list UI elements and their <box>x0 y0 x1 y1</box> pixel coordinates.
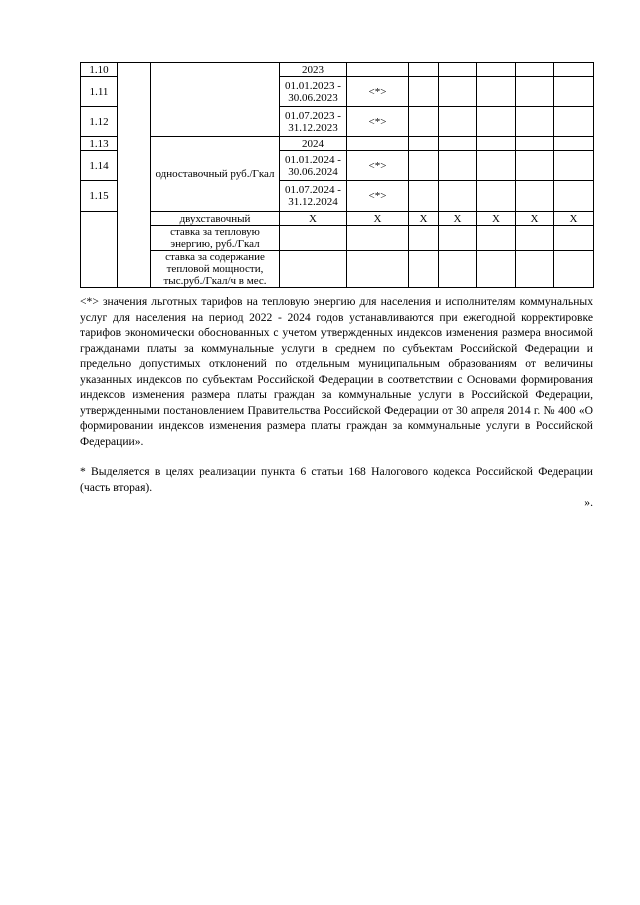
value-cell <box>409 107 439 137</box>
energy-rate-label: ставка за тепловую энергию, руб./Гкал <box>151 226 280 251</box>
blank-cell <box>81 212 118 288</box>
x-mark: X <box>516 212 554 226</box>
one-part-rate-label: одноставочный руб./Гкал <box>151 137 280 212</box>
row-number: 1.15 <box>81 181 118 212</box>
period-cell: 01.01.2024 - 30.06.2024 <box>280 151 347 181</box>
value-cell <box>409 63 439 77</box>
value-cell <box>554 226 594 251</box>
value-cell <box>280 251 347 288</box>
value-cell <box>439 137 477 151</box>
value-cell <box>347 226 409 251</box>
value-cell <box>516 107 554 137</box>
x-mark: X <box>554 212 594 226</box>
value-cell <box>477 137 516 151</box>
capacity-rate-label: ставка за содержание тепловой мощности, тыс.руб./Гкал/ч в мес. <box>151 251 280 288</box>
value-cell <box>347 63 409 77</box>
value-cell <box>409 77 439 107</box>
value-cell <box>439 251 477 288</box>
period-cell: 01.01.2023 - 30.06.2023 <box>280 77 347 107</box>
value-cell <box>554 151 594 181</box>
value-cell <box>516 77 554 107</box>
value-cell <box>554 63 594 77</box>
value-cell <box>516 251 554 288</box>
table-row <box>81 212 594 226</box>
tariff-table <box>80 62 594 288</box>
tariff-mark: <*> <box>347 181 409 212</box>
row-number: 1.12 <box>81 107 118 137</box>
value-cell <box>439 107 477 137</box>
value-cell <box>516 226 554 251</box>
value-cell <box>477 107 516 137</box>
x-mark: X <box>409 212 439 226</box>
table-row <box>81 63 594 77</box>
value-cell <box>477 226 516 251</box>
row-number: 1.10 <box>81 63 118 77</box>
value-cell <box>409 251 439 288</box>
x-mark: X <box>347 212 409 226</box>
x-mark: X <box>439 212 477 226</box>
row-number: 1.14 <box>81 151 118 181</box>
value-cell <box>477 77 516 107</box>
value-cell <box>516 181 554 212</box>
value-cell <box>477 181 516 212</box>
footnote-asterisk: * Выделяется в целях реализации пункта 6 статьи 168 Налогового кодекса Российской Федерации (часть вторая). <box>80 465 593 494</box>
x-mark: X <box>477 212 516 226</box>
spacer <box>80 449 593 464</box>
period-cell: 01.07.2023 - 31.12.2023 <box>280 107 347 137</box>
value-cell <box>409 226 439 251</box>
year-cell: 2023 <box>280 63 347 77</box>
value-cell <box>554 251 594 288</box>
tariff-mark: <*> <box>347 77 409 107</box>
table-row <box>81 251 594 288</box>
value-cell <box>477 151 516 181</box>
value-cell <box>439 77 477 107</box>
tariff-mark: <*> <box>347 151 409 181</box>
footnotes <box>80 294 593 511</box>
row-number: 1.13 <box>81 137 118 151</box>
value-cell <box>516 63 554 77</box>
value-cell <box>409 151 439 181</box>
value-cell <box>347 251 409 288</box>
table-row <box>81 226 594 251</box>
value-cell <box>439 226 477 251</box>
blank-cell <box>151 63 280 137</box>
value-cell <box>516 151 554 181</box>
year-cell: 2024 <box>280 137 347 151</box>
tariff-mark: <*> <box>347 107 409 137</box>
value-cell <box>439 63 477 77</box>
value-cell <box>554 77 594 107</box>
closing-quote: ». <box>584 496 593 509</box>
value-cell <box>439 151 477 181</box>
period-cell: 01.07.2024 - 31.12.2024 <box>280 181 347 212</box>
table-row <box>81 137 594 151</box>
value-cell <box>280 226 347 251</box>
x-mark: X <box>280 212 347 226</box>
value-cell <box>516 137 554 151</box>
footnote-star: <*> значения льготных тарифов на тепловую энергию для населения и исполнителям коммунальных услуг для населения на период 2022 - 2024 годов устанавливаются при ежегодной корректировке тарифов экономически обоснованных с учетом утвержденных индексов изменения размера вносимой гражданами платы за коммунальные услуги в среднем по субъектам Российской Федерации и предельно допустимых отклонений по отдельным муниципальным образованиям от величины указанных индексов по субъектам Российской Федерации в соответствии с Основами формирования индексов изменения размера платы граждан за коммунальные услуги в Российской Федерации, утвержденными постановлением Правительства Российской Федерации от 30 апреля 2014 г. № 400 «О формировании индексов изменения размера платы граждан за коммунальные услуги в Российской Федерации». <box>80 295 593 448</box>
value-cell <box>554 107 594 137</box>
value-cell <box>554 137 594 151</box>
row-number: 1.11 <box>81 77 118 107</box>
value-cell <box>409 181 439 212</box>
blank-cell <box>118 63 151 288</box>
value-cell <box>477 251 516 288</box>
value-cell <box>409 137 439 151</box>
value-cell <box>439 181 477 212</box>
value-cell <box>477 63 516 77</box>
value-cell <box>554 181 594 212</box>
value-cell <box>347 137 409 151</box>
two-part-rate-label: двухставочный <box>151 212 280 226</box>
